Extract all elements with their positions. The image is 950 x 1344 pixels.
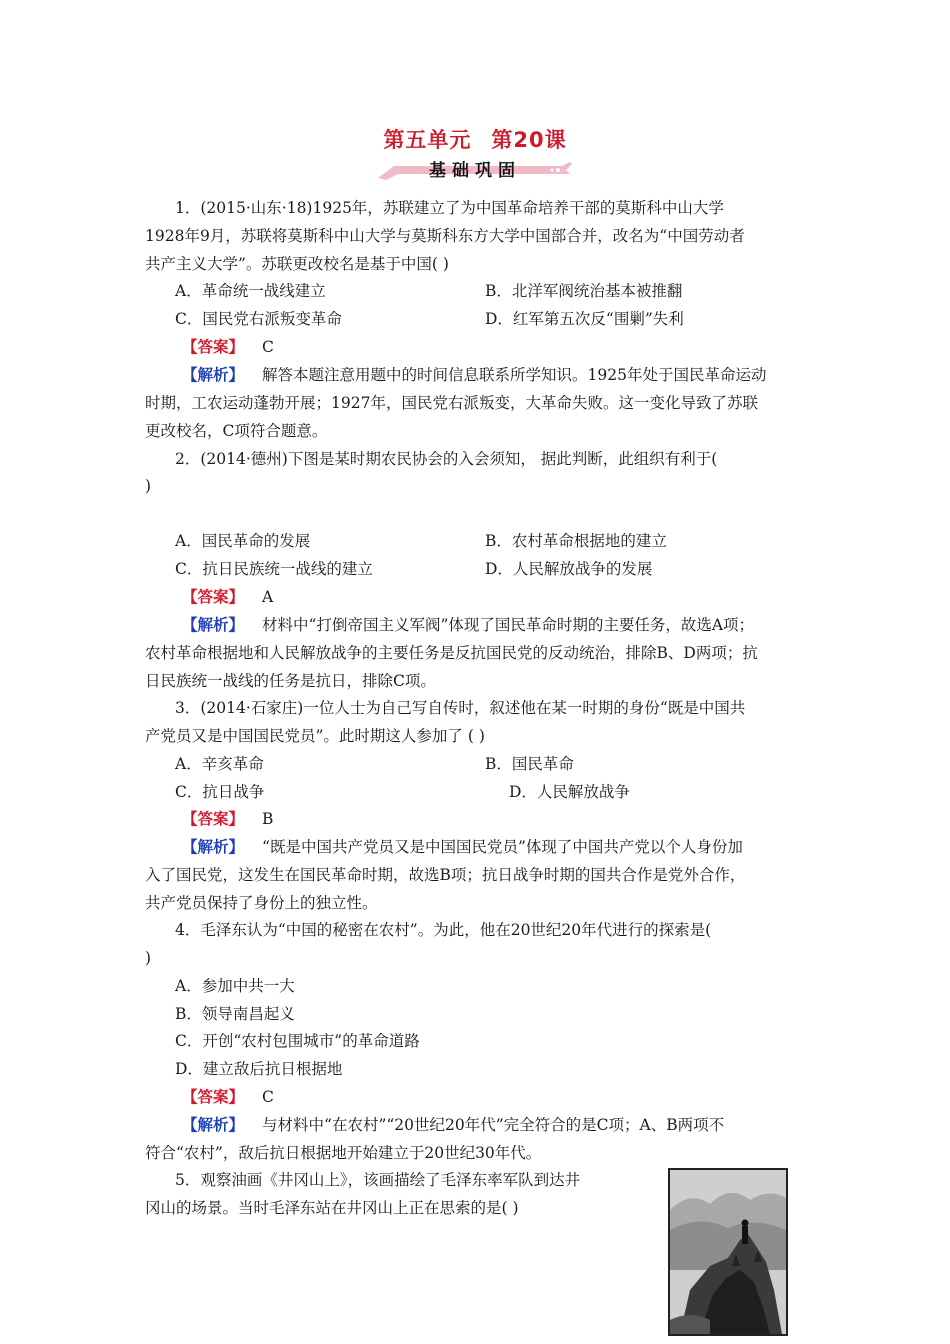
q2-explanation-line-1 <box>182 615 754 635</box>
q2-explanation-line-3: 日民族统一战线的任务是抗日，排除C项。 <box>145 672 436 690</box>
explanation-text: “既是中国共产党员又是中国国民党员”体现了中国共产党以个人身份加 <box>262 838 743 856</box>
q1-option-a: A．革命统一战线建立 <box>175 282 326 300</box>
q1-explanation-line-3: 更改校名，C项符合题意。 <box>145 422 328 440</box>
explanation-text: 材料中“打倒帝国主义军阀”体现了国民革命时期的主要任务，故选A项； <box>262 616 755 634</box>
q3-explanation-line-2: 入了国民党，这发生在国民革命时期，故选B项；抗日战争时期的国共合作是党外合作， <box>145 866 746 884</box>
q3-option-a: A．辛亥革命 <box>175 755 264 773</box>
q4-option-c: C．开创“农村包围城市”的革命道路 <box>175 1032 420 1050</box>
question-1-line-3: 共产主义大学”。苏联更改校名是基于中国( ) <box>145 255 449 273</box>
q2-option-d: D．人民解放战争的发展 <box>485 560 653 578</box>
q4-answer <box>182 1087 274 1107</box>
lesson-title: 第20课 <box>491 128 567 152</box>
question-1-line-2: 1928年9月，苏联将莫斯科中山大学与莫斯科东方大学中国部合并，改名为“中国劳动者 <box>145 227 745 245</box>
oil-painting-image <box>668 1168 788 1336</box>
answer-tag: 【答案】 <box>182 338 245 356</box>
q4-option-a: A．参加中共一大 <box>175 977 295 995</box>
q4-option-d: D．建立敌后抗日根据地 <box>175 1060 343 1078</box>
q3-answer <box>182 809 273 829</box>
q3-explanation-line-1 <box>182 837 743 857</box>
question-1-line-1: 1．(2015·山东·18)1925年，苏联建立了为中国革命培养干部的莫斯科中山大学 <box>175 199 724 217</box>
q1-option-b: B．北洋军阀统治基本被推翻 <box>485 282 683 300</box>
q1-option-c: C．国民党右派叛变革命 <box>175 310 342 328</box>
q1-explanation-line-2: 时期，工农运动蓬勃开展；1927年，国民党右派叛变，大革命失败。这一变化导致了苏联 <box>145 394 758 412</box>
q4-explanation-line-1 <box>182 1115 724 1135</box>
question-3-line-2: 产党员又是中国国民党员”。此时期这人参加了 ( ) <box>145 727 485 745</box>
question-2-line-2: ) <box>145 477 152 495</box>
explanation-tag: 【解析】 <box>182 366 245 384</box>
q4-explanation-line-2: 符合“农村”，敌后抗日根据地开始建立于20世纪30年代。 <box>145 1144 542 1162</box>
answer-value: C <box>262 338 274 356</box>
unit-title: 第五单元 <box>383 128 472 152</box>
question-5-line-1: 5．观察油画《井冈山上》，该画描绘了毛泽东率军队到达井 <box>175 1171 581 1189</box>
explanation-tag: 【解析】 <box>182 1116 245 1134</box>
q2-explanation-line-2: 农村革命根据地和人民解放战争的主要任务是反抗国民党的反动统治，排除B、D两项；抗 <box>145 644 758 662</box>
section-title: 基础巩固 <box>429 161 521 181</box>
explanation-text: 与材料中“在农村”“20世纪20年代”完全符合的是C项；A、B两项不 <box>262 1116 725 1134</box>
explanation-text: 解答本题注意用题中的时间信息联系所学知识。1925年处于国民革命运动 <box>262 366 767 384</box>
q3-option-d: D．人民解放战争 <box>509 783 630 801</box>
answer-value: C <box>262 1088 274 1106</box>
q2-option-b: B．农村革命根据地的建立 <box>485 532 667 550</box>
q1-explanation-line-1 <box>182 365 766 385</box>
question-5-line-2: 冈山的场景。当时毛泽东站在井冈山上正在思索的是( ) <box>145 1199 519 1217</box>
answer-value: A <box>262 588 274 606</box>
page-title <box>0 124 950 154</box>
q2-answer <box>182 587 273 607</box>
q2-option-a: A．国民革命的发展 <box>175 532 311 550</box>
question-2-line-1: 2．(2014·德州)下图是某时期农民协会的入会须知， 据此判断，此组织有利于( <box>175 450 718 468</box>
question-4-line-2: ) <box>145 949 152 967</box>
answer-tag: 【答案】 <box>182 1088 245 1106</box>
q2-option-c: C．抗日民族统一战线的建立 <box>175 560 373 578</box>
question-4-line-1: 4．毛泽东认为“中国的秘密在农村”。为此，他在20世纪20年代进行的探索是( <box>175 921 712 939</box>
q1-option-d: D．红军第五次反“围剿”失利 <box>485 310 684 328</box>
explanation-tag: 【解析】 <box>182 838 245 856</box>
answer-tag: 【答案】 <box>182 588 245 606</box>
mountain-painting-icon <box>670 1170 786 1334</box>
q1-answer <box>182 337 274 357</box>
q3-explanation-line-3: 共产党员保持了身份上的独立性。 <box>145 894 378 912</box>
q3-option-b: B．国民革命 <box>485 755 574 773</box>
q4-option-b: B．领导南昌起义 <box>175 1005 295 1023</box>
question-3-line-1: 3．(2014·石家庄)一位人士为自己写自传时，叙述他在某一时期的身份“既是中国共 <box>175 699 746 717</box>
answer-value: B <box>262 810 274 828</box>
q3-option-c: C．抗日战争 <box>175 783 265 801</box>
answer-tag: 【答案】 <box>182 810 245 828</box>
explanation-tag: 【解析】 <box>182 616 245 634</box>
